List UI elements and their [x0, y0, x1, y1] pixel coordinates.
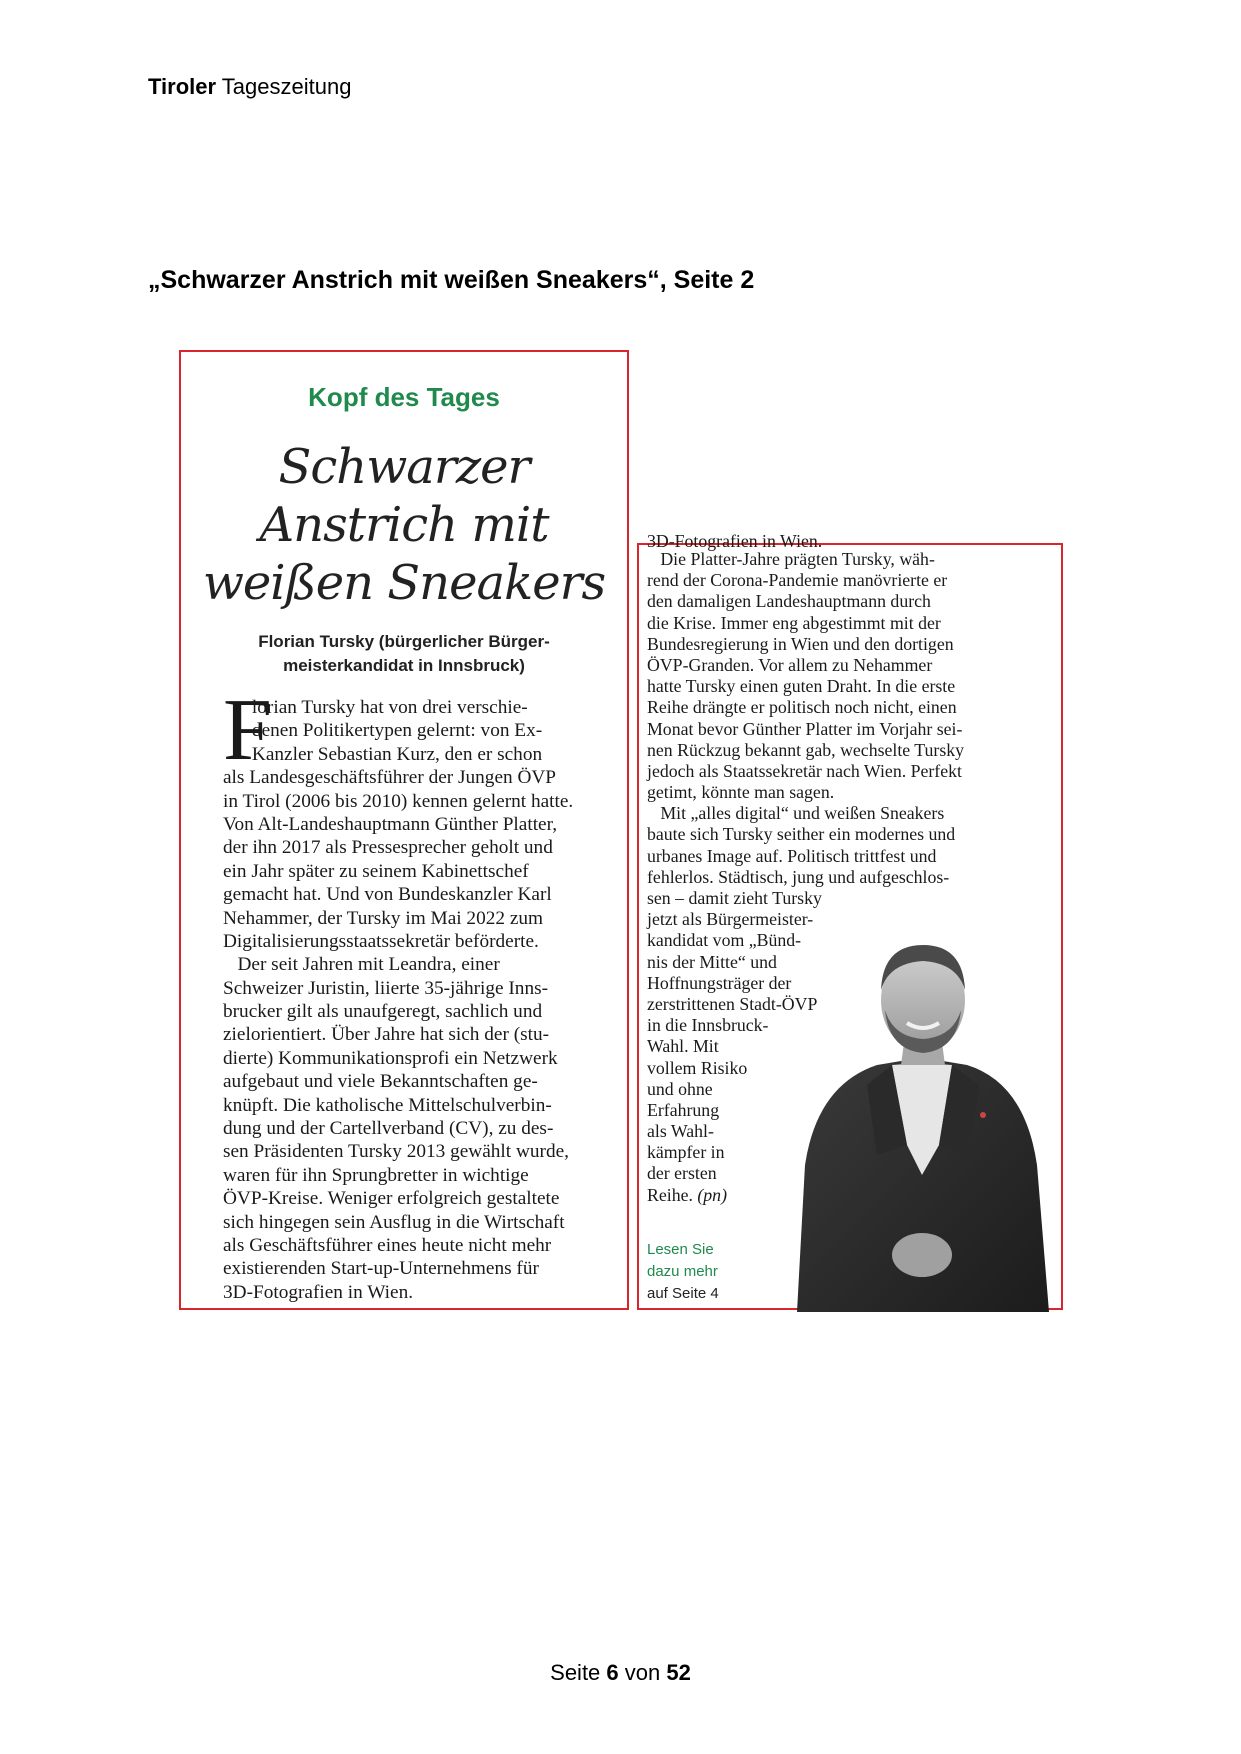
dek-line: meisterkandidat in Innsbruck)	[283, 656, 525, 675]
body-line: Schweizer Juristin, liierte 35-jährige Inns-	[223, 977, 549, 999]
headline-line: Anstrich mit	[259, 497, 549, 553]
body-line: sen – damit zieht Tursky	[647, 888, 822, 908]
body-line: 3D-Fotografien in Wien.	[223, 1281, 414, 1303]
body-line: hatte Tursky einen guten Draht. In die erste	[647, 676, 956, 697]
body-line: Von Alt-Landeshauptmann Günther Platter,	[223, 813, 558, 835]
body-line: existierenden Start-up-Unternehmens für	[223, 1258, 539, 1280]
publication-name	[148, 74, 351, 100]
body-line: Bundesregierung in Wien und den dortigen	[647, 633, 954, 654]
article-body-left	[223, 682, 574, 1304]
body-line: ÖVP-Kreise. Weniger erfolgreich gestaltete	[223, 1188, 560, 1210]
body-line: Erfahrung	[647, 1099, 720, 1120]
body-line: nen Rückzug bekannt gab, wechselte Tursky	[647, 739, 965, 760]
body-line: Hoffnungsträger der	[647, 972, 792, 993]
body-line: Wahl. Mit	[647, 1036, 719, 1057]
body-line: Reihe. (pn)	[647, 1184, 727, 1205]
body-line: Mit „alles digital“ und weißen Sneakers	[647, 803, 945, 824]
body-line: knüpft. Die katholische Mittelschulverbin-	[223, 1094, 552, 1116]
body-line: als Wahl-	[647, 1121, 714, 1142]
body-line: sen Präsidenten Tursky 2013 gewählt wurde,	[223, 1141, 569, 1163]
publication-name-rest: Tageszeitung	[216, 74, 352, 99]
body-line: dung und der Cartellverband (CV), zu des-	[223, 1118, 554, 1140]
footer-prefix: Seite	[550, 1660, 607, 1685]
footer-total-pages: 52	[666, 1660, 691, 1685]
body-line: dierte) Kommunikationsprofi ein Netzwerk	[223, 1047, 558, 1069]
body-line: baute sich Tursky seither ein modernes und	[647, 824, 956, 845]
headline-line: weißen Sneakers	[202, 555, 606, 611]
read-more-line: Lesen Sie	[647, 1241, 714, 1258]
body-line: ÖVP-Granden. Vor allem zu Nehammer	[647, 654, 933, 675]
body-line: als Geschäftsführer eines heute nicht mehr	[223, 1234, 552, 1256]
body-line: die Krise. Immer eng abgestimmt mit der	[647, 612, 941, 633]
body-line: getimt, könnte man sagen.	[647, 782, 835, 803]
body-line: und ohne	[647, 1078, 713, 1099]
read-more-line: dazu mehr	[647, 1263, 718, 1280]
article-headline	[191, 438, 617, 612]
body-line: Monat bevor Günther Platter im Vorjahr sei-	[647, 718, 963, 739]
headline-line: Schwarzer	[278, 439, 530, 495]
body-line: Nehammer, der Tursky im Mai 2022 zum	[223, 907, 544, 929]
article-dek	[201, 630, 607, 678]
body-line: lorian Tursky hat von drei verschie-	[223, 697, 528, 718]
body-line: nis der Mitte“ und	[647, 951, 777, 972]
body-line: Reihe drängte er politisch noch nicht, einen	[647, 697, 957, 718]
body-line: Digitalisierungsstaatssekretär beförderte.	[223, 930, 539, 952]
drop-cap: F	[223, 682, 272, 779]
body-line: in Tirol (2006 bis 2010) kennen gelernt hatte.	[223, 790, 574, 812]
body-line: rend der Corona-Pandemie manövrierte er	[647, 570, 948, 591]
body-line: als Landesgeschäftsführer der Jungen ÖVP	[223, 767, 557, 789]
cut-off-line: 3D-Fotografien in Wien.	[647, 531, 823, 551]
publication-name-bold: Tiroler	[148, 74, 217, 99]
body-line: jedoch als Staatssekretär nach Wien. Perfekt	[647, 760, 962, 781]
body-line: kämpfer in	[647, 1142, 725, 1163]
body-line: der ihn 2017 als Pressesprecher geholt und	[223, 837, 553, 859]
body-line: aufgebaut und viele Bekanntschaften ge-	[223, 1071, 538, 1093]
body-line: zerstrittenen Stadt-ÖVP	[647, 993, 818, 1014]
body-line: waren für ihn Sprungbretter in wichtige	[223, 1164, 529, 1186]
article-clipping-right	[637, 531, 1063, 1310]
body-line: kandidat vom „Bünd-	[647, 930, 802, 951]
article-clipping-left	[179, 350, 629, 1310]
body-line: denen Politikertypen gelernt: von Ex-	[223, 720, 543, 742]
body-line: jetzt als Bürgermeister-	[647, 909, 814, 930]
article-kicker: Kopf des Tages	[308, 382, 500, 412]
body-line: urbanes Image auf. Politisch trittfest und	[647, 845, 937, 866]
body-line: fehlerlos. Städtisch, jung und aufgeschlos-	[647, 866, 950, 887]
body-line: brucker gilt als unaufgeregt, sachlich und	[223, 1001, 543, 1023]
author-byline: (pn)	[697, 1184, 727, 1205]
footer-current-page: 6	[606, 1660, 619, 1685]
body-line: gemacht hat. Und von Bundeskanzler Karl	[223, 884, 552, 906]
read-more-box	[647, 1239, 719, 1305]
document-heading: „Schwarzer Anstrich mit weißen Sneakers“, Seite 2	[148, 266, 755, 294]
body-line: sich hingegen sein Ausflug in die Wirtschaft	[223, 1211, 565, 1233]
body-line: den damaligen Landeshauptmann durch	[647, 591, 931, 612]
body-line: Kanzler Sebastian Kurz, den er schon	[223, 743, 543, 765]
body-line: der ersten	[647, 1163, 717, 1184]
page-footer	[0, 1660, 1241, 1686]
body-line: Der seit Jahren mit Leandra, einer	[223, 954, 500, 976]
footer-mid: von	[618, 1660, 667, 1685]
body-line: Die Platter-Jahre prägten Tursky, wäh-	[647, 549, 935, 569]
body-line: vollem Risiko	[647, 1057, 748, 1078]
body-line: ein Jahr später zu seinem Kabinettschef	[223, 860, 529, 882]
dek-line: Florian Tursky (bürgerlicher Bürger-	[258, 632, 550, 651]
read-more-page: auf Seite 4	[647, 1285, 719, 1302]
portrait-photo	[757, 915, 1065, 1312]
body-line: in die Innsbruck-	[647, 1015, 769, 1036]
body-line: zielorientiert. Über Jahre hat sich der (stu-	[223, 1024, 550, 1046]
